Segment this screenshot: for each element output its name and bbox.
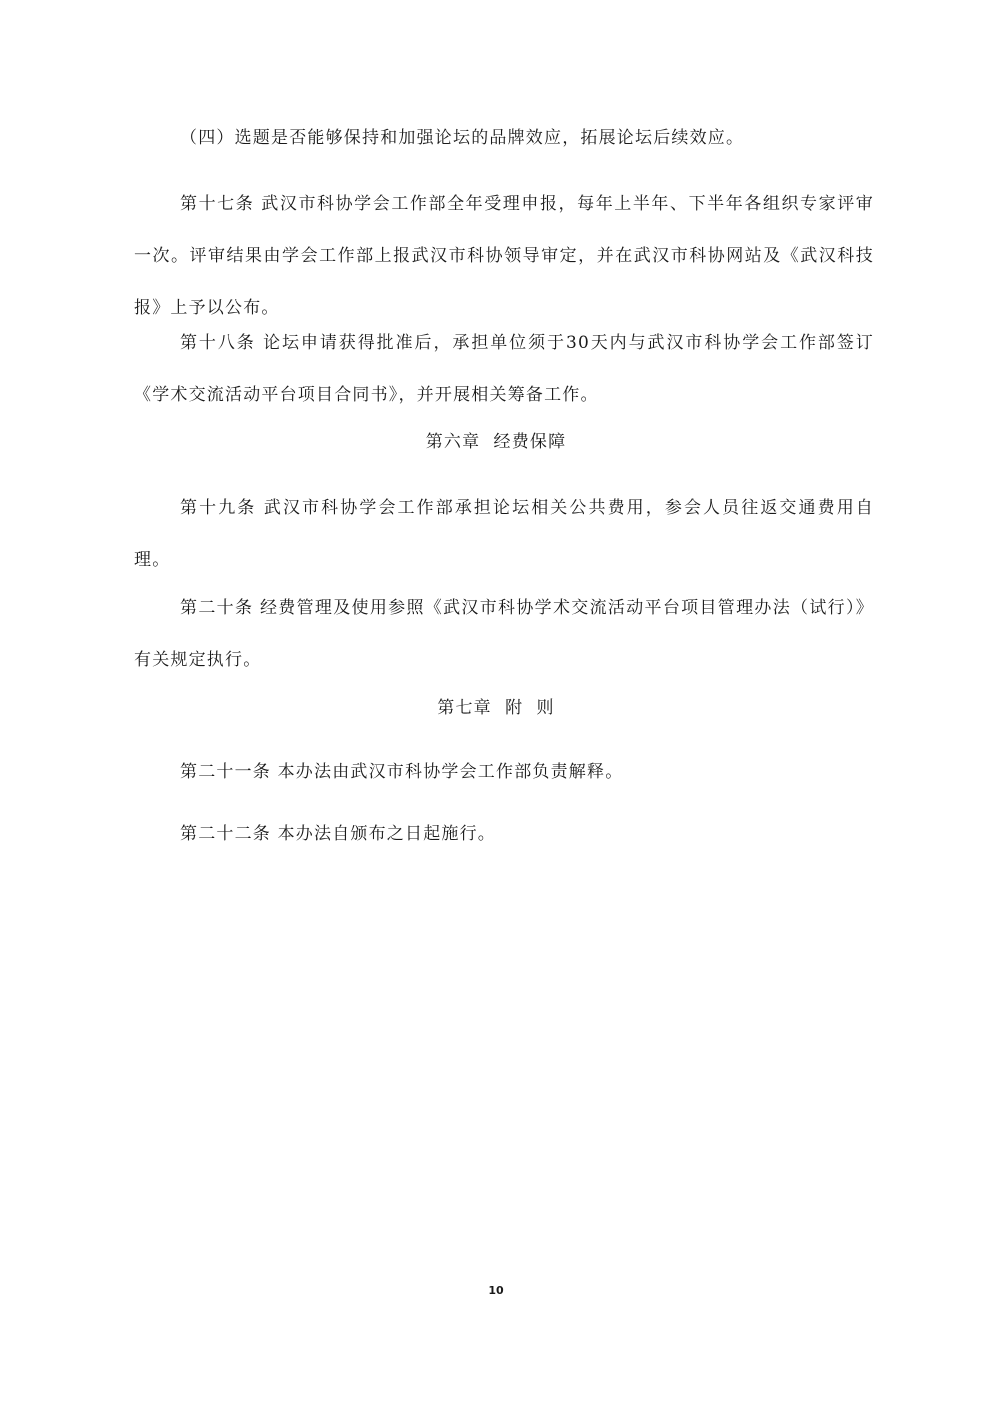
paragraph-article-20: 第二十条 经费管理及使用参照《武汉市科协学术交流活动平台项目管理办法（试行）》有关规定执行。 (134, 598, 874, 670)
paragraph-article-19: 第十九条 武汉市科协学会工作部承担论坛相关公共费用，参会人员往返交通费用自理。 (134, 498, 874, 570)
chapter-7-heading: 第七章 附 则 (437, 698, 555, 718)
paragraph-article-18: 第十八条 论坛申请获得批准后，承担单位须于30天内与武汉市科协学会工作部签订《学术交流活动平台项目合同书》，并开展相关筹备工作。 (134, 333, 874, 405)
page-number: 10 (488, 1284, 504, 1297)
chapter-6-heading: 第六章 经费保障 (425, 432, 567, 452)
paragraph-article-17: 第十七条 武汉市科协学会工作部全年受理申报，每年上半年、下半年各组织专家评审一次。评审结果由学会工作部上报武汉市科协领导审定，并在武汉市科协网站及《武汉科技报》上予以公布。 (134, 194, 874, 318)
paragraph-article-21: 第二十一条 本办法由武汉市科协学会工作部负责解释。 (180, 762, 624, 782)
paragraph-item-4-selection-criteria: （四）选题是否能够保持和加强论坛的品牌效应，拓展论坛后续效应。 (180, 128, 745, 148)
paragraph-article-22: 第二十二条 本办法自颁布之日起施行。 (180, 824, 497, 844)
